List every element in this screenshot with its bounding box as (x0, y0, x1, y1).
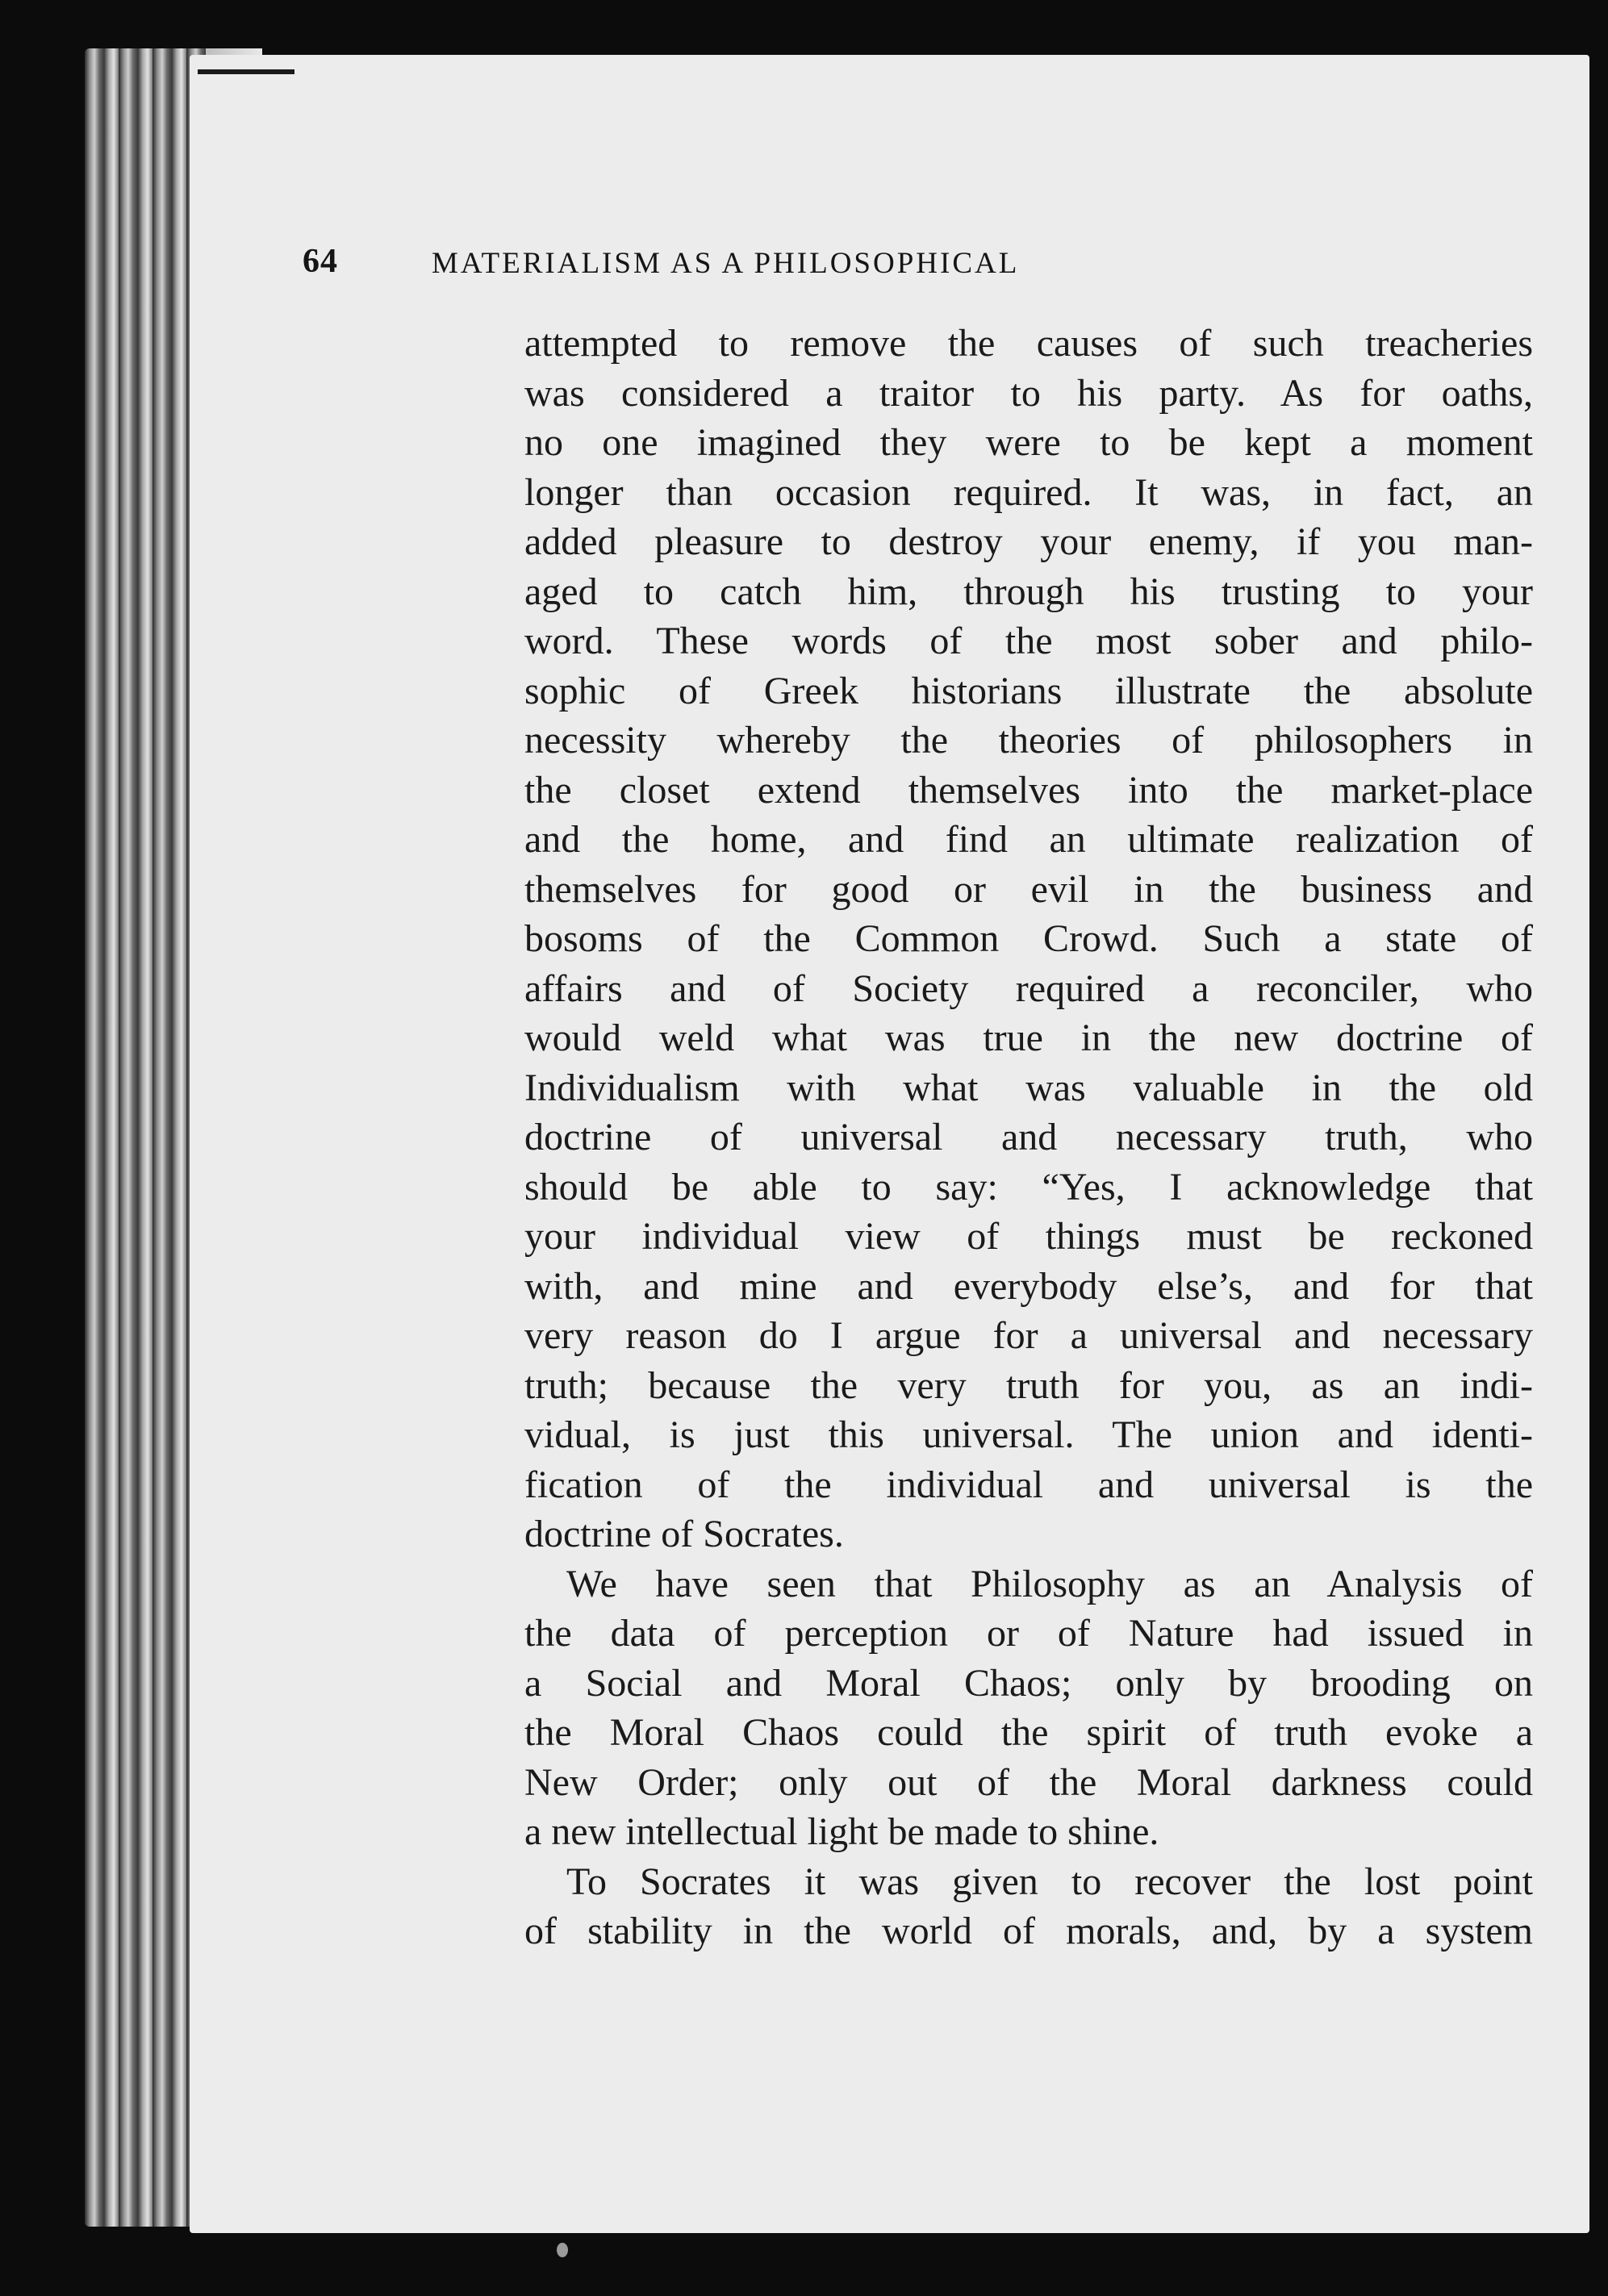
text-line: necessity whereby the theories of philosophers in (524, 719, 1533, 762)
paragraph-2 (524, 1559, 1533, 1857)
text-line: the data of perception or of Nature had issued in (524, 1612, 1533, 1655)
text-line: doctrine of Socrates. (524, 1513, 844, 1555)
text-line: should be able to say: “Yes, I acknowledge that (524, 1165, 1533, 1209)
text-line: added pleasure to destroy your enemy, if you man- (524, 520, 1533, 563)
running-head: MATERIALISM AS A PHILOSOPHICAL (432, 247, 1020, 280)
text-line: themselves for good or evil in the business and (524, 867, 1533, 911)
text-line: truth; because the very truth for you, as an indi- (524, 1363, 1533, 1407)
text-line: word. These words of the most sober and philo- (524, 620, 1533, 662)
text-line: the Moral Chaos could the spirit of truth evoke a (524, 1711, 1533, 1754)
text-line: no one imagined they were to be kept a moment (524, 421, 1533, 464)
text-line: would weld what was true in the new doctrine of (524, 1017, 1533, 1059)
text-line: of stability in the world of morals, and, by a system (524, 1910, 1533, 1952)
text-line: attempted to remove the causes of such treacheries (524, 322, 1533, 365)
text-line: the closet extend themselves into the market-place (524, 768, 1533, 812)
text-line: longer than occasion required. It was, in fact, an (524, 470, 1533, 514)
text-line: bosoms of the Common Crowd. Such a state of (524, 917, 1533, 960)
text-line: was considered a traitor to his party. As for oaths, (524, 371, 1533, 415)
scan-artifact (557, 2243, 568, 2257)
paragraph-3 (524, 1857, 1533, 1956)
text-line: To Socrates it was given to recover the lost point (566, 1860, 1533, 1903)
text-line: a Social and Moral Chaos; only by brooding on (524, 1661, 1533, 1705)
text-line: vidual, is just this universal. The union and identi- (524, 1413, 1533, 1456)
page-number: 64 (303, 243, 338, 280)
text-line: We have seen that Philosophy as an Analysis of (566, 1562, 1533, 1605)
text-line: affairs and of Society required a reconciler, who (524, 966, 1533, 1010)
text-line: with, and mine and everybody else’s, and for that (524, 1264, 1533, 1308)
text-line: sophic of Greek historians illustrate the absolute (524, 669, 1533, 712)
text-line: fication of the individual and universal is the (524, 1463, 1533, 1506)
text-line: your individual view of things must be reckoned (524, 1215, 1533, 1258)
text-line: Individualism with what was valuable in the old (524, 1066, 1533, 1109)
paragraph-1 (524, 319, 1533, 1559)
text-line: a new intellectual light be made to shine. (524, 1810, 1159, 1853)
text-line: and the home, and find an ultimate realization of (524, 818, 1533, 861)
text-line: doctrine of universal and necessary truth, who (524, 1116, 1533, 1158)
text-line: New Order; only out of the Moral darkness could (524, 1760, 1533, 1804)
body-text (524, 319, 1533, 1956)
text-line: aged to catch him, through his trusting to your (524, 570, 1533, 613)
text-line: very reason do I argue for a universal and necessary (524, 1314, 1533, 1357)
